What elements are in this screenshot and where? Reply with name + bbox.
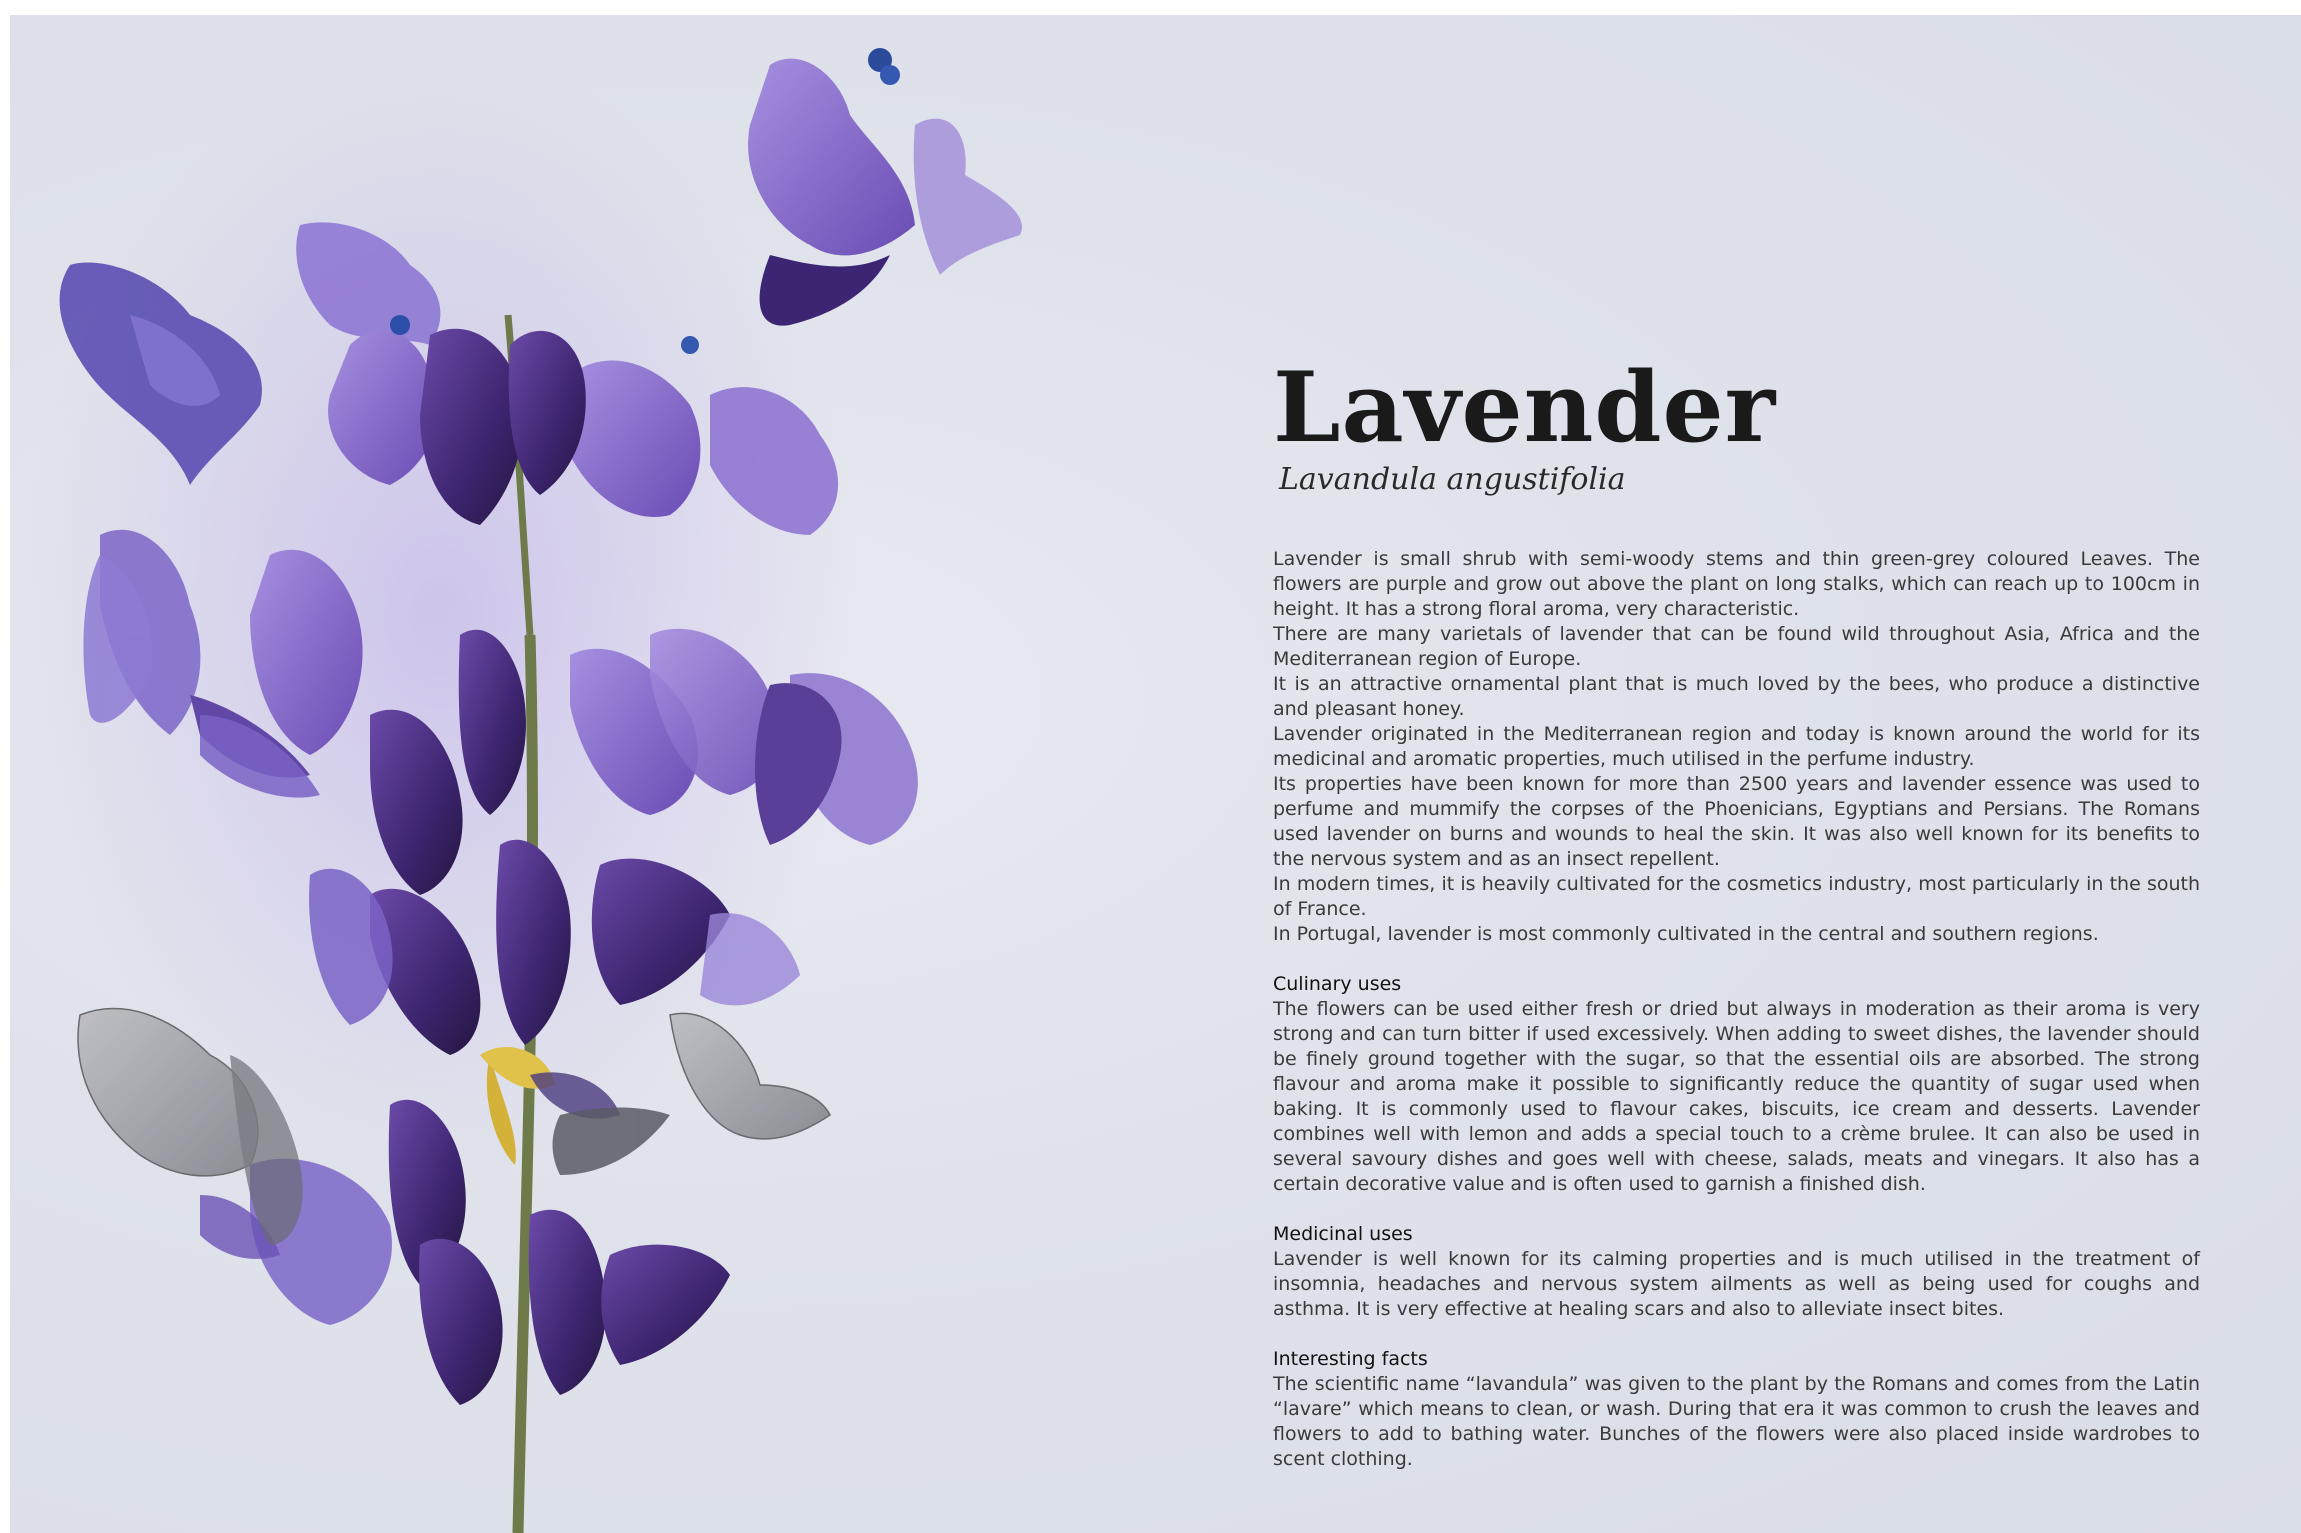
section-culinary-uses <box>1273 972 2200 1197</box>
section-medicinal-uses <box>1273 1222 2200 1322</box>
section-text: Lavender is well known for its calming properties and is much utilised in the treatment of insomnia, headaches and nervous system ailments as well as being used for coughs and asthma. It is very effective at healing scars and also to alleviate insect bites. <box>1273 1248 2200 1320</box>
intro-paragraph: In Portugal, lavender is most commonly cultivated in the central and southern regions. <box>1273 923 2099 945</box>
article-body <box>1273 547 2200 1472</box>
section-interesting-facts <box>1273 1347 2200 1472</box>
intro-paragraph: There are many varietals of lavender that can be found wild throughout Asia, Africa and the Mediterranean region of Europe. <box>1273 623 2200 670</box>
article <box>1273 351 2200 1472</box>
latin-name: Lavandula angustifolia <box>1279 462 1626 497</box>
page <box>10 15 2301 1533</box>
section-text: The scientific name “lavandula” was given to the plant by the Romans and comes from the Latin “lavare” which means to clean, or wash. During that era it was common to crush the leaves and flowers to add to bathing water. Bunches of the flowers were also placed inside wardrobes to scent clothing. <box>1273 1373 2200 1470</box>
floating-petal <box>748 48 1022 326</box>
intro-paragraph: Lavender is small shrub with semi-woody stems and thin green-grey coloured Leaves. The flowers are purple and grow out above the plant on long stalks, which can reach up to 100cm in height. It has a strong floral aroma, very characteristic. <box>1273 548 2200 620</box>
intro-paragraph: Lavender originated in the Mediterranean region and today is known around the world for its medicinal and aromatic properties, much utilised in the perfume industry. <box>1273 723 2200 770</box>
intro-paragraph: In modern times, it is heavily cultivated for the cosmetics industry, most particularly in the south of France. <box>1273 873 2200 920</box>
section-heading: Culinary uses <box>1273 973 1402 995</box>
lavender-illustration <box>10 15 1050 1533</box>
intro-paragraph: Its properties have been known for more than 2500 years and lavender essence was used to perfume and mummify the corpses of the Phoenicians, Egyptians and Persians. The Romans used lavender on burns and wounds to heal the skin. It was also well known for its benefits to the nervous system and as an insect repellent. <box>1273 773 2200 870</box>
section-text: The flowers can be used either fresh or dried but always in moderation as their aroma is very strong and can turn bitter if used excessively. When adding to sweet dishes, the lavender should be finely ground together with the sugar, so that the essential oils are absorbed. The strong flavour and aroma make it possible to significantly reduce the quantity of sugar used when baking. It is commonly used to flavour cakes, biscuits, ice cream and desserts. Lavender combines well with lemon and adds a special touch to a crème brulee. It can also be used in several savoury dishes and goes well with cheese, salads, meats and vinegars. It also has a certain decorative value and is often used to garnish a finished dish. <box>1273 998 2200 1195</box>
section-heading: Medicinal uses <box>1273 1223 1413 1245</box>
intro-paragraph: It is an attractive ornamental plant that is much loved by the bees, who produce a distinctive and pleasant honey. <box>1273 673 2200 720</box>
page-title: Lavender <box>1273 351 1777 464</box>
section-heading: Interesting facts <box>1273 1348 1428 1370</box>
